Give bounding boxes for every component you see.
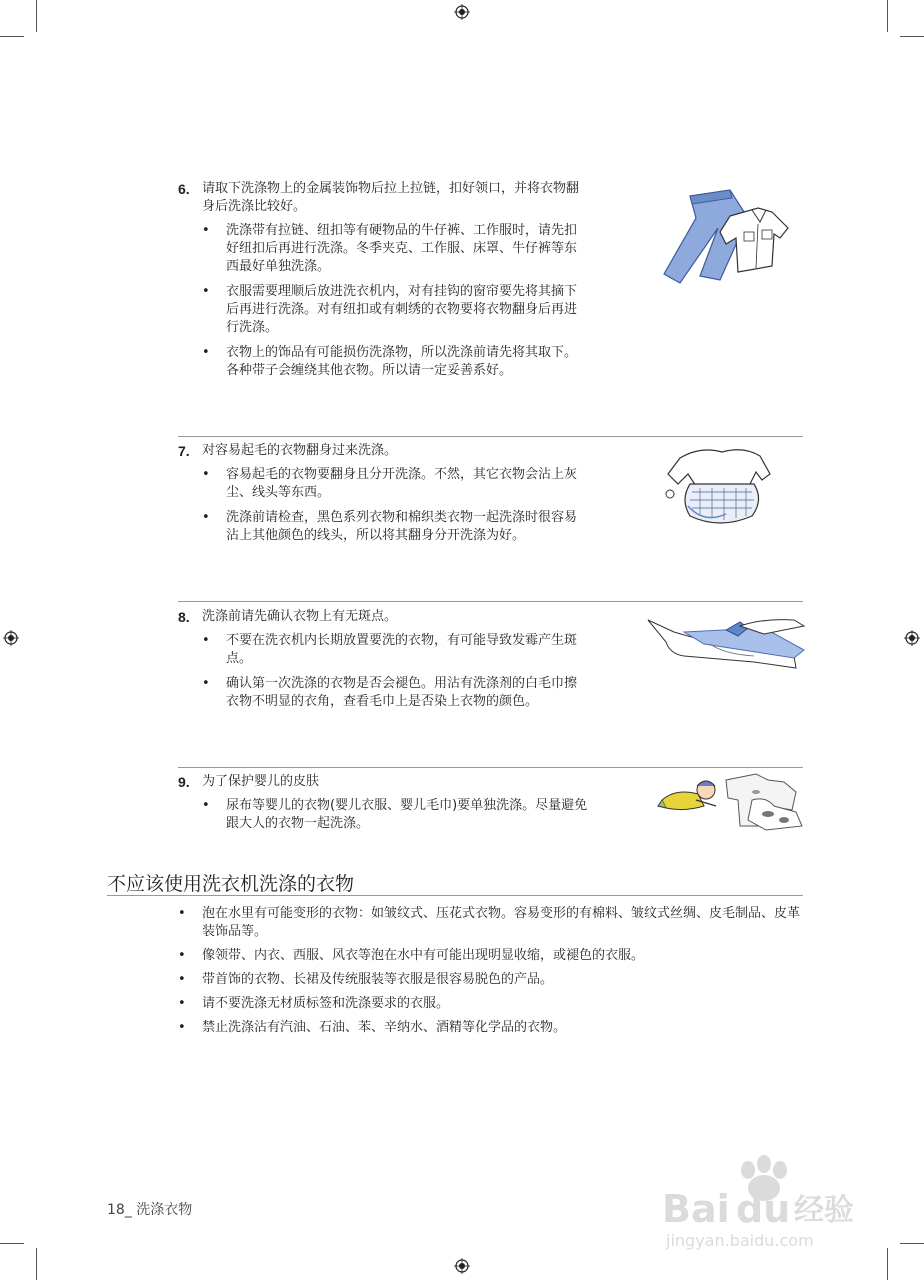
list-item: • 禁止洗涤沾有汽油、石油、苯、辛纳水、酒精等化学品的衣物。 [178, 1020, 567, 1035]
bullet-icon: • [202, 345, 210, 360]
sweater-illustration [660, 444, 774, 530]
instruction-item-7 [178, 442, 588, 552]
svg-text:du: du [736, 1187, 791, 1231]
separator-line [178, 601, 803, 602]
crop-mark [900, 36, 924, 37]
separator-line [178, 767, 803, 768]
bullet-icon: • [178, 948, 186, 963]
towel-stain-check-illustration [644, 610, 808, 672]
bullet-list [178, 905, 806, 1043]
section-title-underline [107, 895, 803, 896]
item-heading [178, 608, 588, 626]
page-footer [107, 1199, 192, 1219]
crop-mark [0, 1243, 24, 1244]
instruction-item-9 [178, 773, 588, 840]
svg-text:经验: 经验 [794, 1193, 854, 1228]
item-heading-text: 对容易起毛的衣物翻身过来洗涤。 [202, 443, 398, 458]
separator-line [178, 436, 803, 437]
item-number: 8. [178, 609, 190, 625]
bullet-icon: • [202, 223, 210, 238]
baby-clothes-illustration [656, 770, 806, 834]
svg-text:Bai: Bai [662, 1187, 730, 1231]
page-number: 18_ [107, 1202, 132, 1218]
item-heading-text: 洗涤前请先确认衣物上有无斑点。 [202, 609, 398, 624]
svg-text:jingyan.baidu.com: jingyan.baidu.com [666, 1231, 814, 1250]
bullet-icon: • [178, 906, 186, 921]
list-item: • 像领带、内衣、西服、风衣等泡在水中有可能出现明显收缩，或褪色的衣服。 [178, 948, 645, 963]
baidu-jingyan-watermark-logo [660, 1150, 870, 1250]
registration-mark-icon [3, 630, 19, 646]
list-item: • 泡在水里有可能变形的衣物：如皱纹式、压花式衣物。容易变形的有棉料、皱纹式丝绸、皮毛制品、皮革装饰品等。 [178, 906, 801, 939]
bullet-icon: • [178, 972, 186, 987]
list-item: • 衣服需要理顺后放进洗衣机内，对有挂钩的窗帘要先将其摘下后再进行洗涤。对有纽扣或有刺绣的衣物要将衣物翻身后再进行洗涤。 [178, 283, 588, 337]
list-item: • 容易起毛的衣物要翻身且分开洗涤。不然，其它衣物会沾上灰尘、线头等东西。 [178, 466, 588, 502]
registration-mark-icon [454, 4, 470, 20]
bullet-icon: • [178, 996, 186, 1011]
section-title: 不应该使用洗衣机洗涤的衣物 [107, 873, 355, 895]
bullet-icon: • [202, 510, 210, 525]
list-item: • 尿布等婴儿的衣物(婴儿衣服、婴儿毛巾)要单独洗涤。尽量避免跟大人的衣物一起洗涤。 [178, 797, 588, 833]
bullet-icon: • [202, 467, 210, 482]
item-heading [178, 773, 588, 791]
registration-mark-icon [454, 1258, 470, 1274]
item-heading [178, 442, 588, 460]
jeans-shirt-illustration [660, 188, 792, 288]
instruction-item-6 [178, 180, 588, 387]
list-item: • 带首饰的衣物、长裙及传统服装等衣服是很容易脱色的产品。 [178, 972, 554, 987]
list-item: • 洗涤前请检查，黑色系列衣物和棉织类衣物一起洗涤时很容易沾上其他颜色的线头，所以将其翻身分开洗涤为好。 [178, 509, 588, 545]
item-number: 7. [178, 443, 190, 459]
crop-mark [36, 0, 37, 32]
bullet-list [178, 632, 588, 711]
item-number: 6. [178, 181, 190, 197]
footer-section-name: 洗涤衣物 [136, 1202, 193, 1218]
list-item: • 确认第一次洗涤的衣物是否会褪色。用沾有洗涤剂的白毛巾擦衣物不明显的衣角，查看毛巾上是否染上衣物的颜色。 [178, 675, 588, 711]
registration-mark-icon [904, 630, 920, 646]
list-item: • 不要在洗衣机内长期放置要洗的衣物，有可能导致发霉产生斑点。 [178, 632, 588, 668]
bullet-icon: • [202, 284, 210, 299]
crop-mark [0, 36, 24, 37]
item-heading [178, 180, 588, 216]
bullet-list [178, 222, 588, 380]
bullet-list [178, 797, 588, 833]
bullet-icon: • [178, 1020, 186, 1035]
instruction-item-8 [178, 608, 588, 718]
crop-mark [887, 0, 888, 32]
bullet-icon: • [202, 798, 210, 813]
crop-mark [900, 1243, 924, 1244]
crop-mark [36, 1248, 37, 1280]
item-heading-text: 请取下洗涤物上的金属装饰物后拉上拉链，扣好领口，并将衣物翻身后洗涤比较好。 [202, 181, 580, 214]
bullet-icon: • [202, 633, 210, 648]
list-item: • 洗涤带有拉链、纽扣等有硬物品的牛仔裤、工作服时，请先扣好纽扣后再进行洗涤。冬季夹克、工作服、床罩、牛仔裤等东西最好单独洗涤。 [178, 222, 588, 276]
item-heading-text: 为了保护婴儿的皮肤 [202, 774, 320, 789]
bullet-icon: • [202, 676, 210, 691]
item-number: 9. [178, 774, 190, 790]
list-item: • 请不要洗涤无材质标签和洗涤要求的衣服。 [178, 996, 450, 1011]
bullet-list [178, 466, 588, 545]
list-item: • 衣物上的饰品有可能损伤洗涤物，所以洗涤前请先将其取下。各种带子会缠绕其他衣物。所以请一定妥善系好。 [178, 344, 588, 380]
crop-mark [887, 1248, 888, 1280]
